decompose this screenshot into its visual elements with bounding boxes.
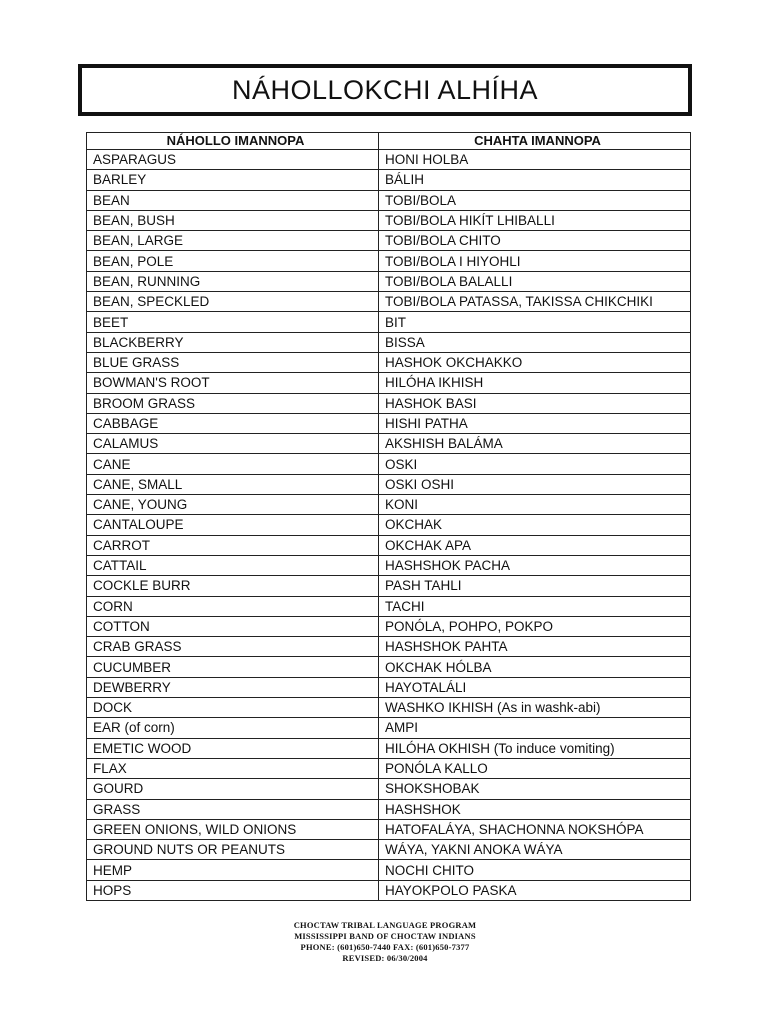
choctaw-term-cell: HAYOTALÁLI [379,677,691,697]
english-term-cell: EMETIC WOOD [87,738,379,758]
table-row [87,210,691,230]
english-term-cell: BEAN, LARGE [87,231,379,251]
english-term-cell: BEAN, RUNNING [87,271,379,291]
table-row [87,535,691,555]
choctaw-term-cell: TOBI/BOLA BALALLI [379,271,691,291]
table-row [87,819,691,839]
table-row [87,758,691,778]
table-row [87,515,691,535]
table-row [87,170,691,190]
table-row [87,231,691,251]
choctaw-term-cell: SHOKSHOBAK [379,779,691,799]
table-row [87,779,691,799]
english-term-cell: DOCK [87,698,379,718]
choctaw-term-cell: BISSA [379,332,691,352]
vocabulary-table [86,132,691,901]
table-row [87,576,691,596]
table-row [87,880,691,900]
table-row [87,860,691,880]
choctaw-term-cell: HATOFALÁYA, SHACHONNA NOKSHÓPA [379,819,691,839]
footer [0,920,770,964]
footer-revised: REVISED: 06/30/2004 [342,953,428,963]
english-term-cell: COCKLE BURR [87,576,379,596]
english-term-cell: COTTON [87,616,379,636]
choctaw-term-cell: HAYOKPOLO PASKA [379,880,691,900]
table-row [87,373,691,393]
choctaw-term-cell: KONI [379,495,691,515]
english-term-cell: CUCUMBER [87,657,379,677]
choctaw-term-cell: TOBI/BOLA HIKÍT LHIBALLI [379,210,691,230]
table-row [87,657,691,677]
english-term-cell: FLAX [87,758,379,778]
english-term-cell: CABBAGE [87,413,379,433]
table-row [87,271,691,291]
table-row [87,454,691,474]
choctaw-term-cell: TOBI/BOLA CHITO [379,231,691,251]
choctaw-term-cell: OSKI OSHI [379,474,691,494]
english-term-cell: BARLEY [87,170,379,190]
english-term-cell: BOWMAN'S ROOT [87,373,379,393]
page-title: NÁHOLLOKCHI ALHÍHA [231,74,539,105]
table-row [87,698,691,718]
choctaw-term-cell: WÁYA, YAKNI ANOKA WÁYA [379,840,691,860]
english-term-cell: BLACKBERRY [87,332,379,352]
english-term-cell: BEAN [87,190,379,210]
table-row [87,738,691,758]
choctaw-term-cell: HASHSHOK [379,799,691,819]
choctaw-term-cell: HILÓHA IKHISH [379,373,691,393]
choctaw-term-cell: HONI HOLBA [379,150,691,170]
english-term-cell: CORN [87,596,379,616]
choctaw-term-cell: HASHSHOK PAHTA [379,637,691,657]
english-term-cell: DEWBERRY [87,677,379,697]
choctaw-term-cell: BIT [379,312,691,332]
english-term-cell: CANE [87,454,379,474]
english-term-cell: BEAN, BUSH [87,210,379,230]
table-row [87,495,691,515]
table-row [87,434,691,454]
english-term-cell: CARROT [87,535,379,555]
table-row [87,312,691,332]
choctaw-term-cell: OKCHAK [379,515,691,535]
english-term-cell: CALAMUS [87,434,379,454]
choctaw-term-cell: TOBI/BOLA [379,190,691,210]
english-term-cell: GOURD [87,779,379,799]
choctaw-term-cell: AKSHISH BALÁMA [379,434,691,454]
english-term-cell: BEAN, POLE [87,251,379,271]
footer-contact: PHONE: (601)650-7440 FAX: (601)650-7377 [300,942,470,952]
title-box [78,64,692,116]
choctaw-term-cell: HISHI PATHA [379,413,691,433]
footer-program: CHOCTAW TRIBAL LANGUAGE PROGRAM [293,920,477,930]
english-term-cell: GROUND NUTS OR PEANUTS [87,840,379,860]
column-header-english: NÁHOLLO IMANNOPA [87,133,379,150]
table-row [87,190,691,210]
table-row [87,840,691,860]
column-header-choctaw: CHAHTA IMANNOPA [379,133,691,150]
choctaw-term-cell: WASHKO IKHISH (As in washk-abi) [379,698,691,718]
table-header-row [87,133,691,150]
english-term-cell: CANE, YOUNG [87,495,379,515]
english-term-cell: GRASS [87,799,379,819]
table-row [87,292,691,312]
choctaw-term-cell: OKCHAK HÓLBA [379,657,691,677]
footer-band: MISSISSIPPI BAND OF CHOCTAW INDIANS [294,931,476,941]
table-row [87,799,691,819]
choctaw-term-cell: TOBI/BOLA I HIYOHLI [379,251,691,271]
table-body [87,150,691,901]
table-row [87,251,691,271]
table-row [87,150,691,170]
choctaw-term-cell: HASHSHOK PACHA [379,555,691,575]
table-row [87,718,691,738]
english-term-cell: BLUE GRASS [87,352,379,372]
english-term-cell: CANTALOUPE [87,515,379,535]
table-row [87,677,691,697]
choctaw-term-cell: PONÓLA KALLO [379,758,691,778]
table-row [87,393,691,413]
table-row [87,616,691,636]
choctaw-term-cell: TACHI [379,596,691,616]
table-row [87,596,691,616]
english-term-cell: HEMP [87,860,379,880]
english-term-cell: CRAB GRASS [87,637,379,657]
choctaw-term-cell: HILÓHA OKHISH (To induce vomiting) [379,738,691,758]
table-row [87,332,691,352]
table-row [87,352,691,372]
choctaw-term-cell: HASHOK OKCHAKKO [379,352,691,372]
choctaw-term-cell: PONÓLA, POHPO, POKPO [379,616,691,636]
choctaw-term-cell: TOBI/BOLA PATASSA, TAKISSA CHIKCHIKI [379,292,691,312]
english-term-cell: ASPARAGUS [87,150,379,170]
english-term-cell: BEET [87,312,379,332]
choctaw-term-cell: OSKI [379,454,691,474]
english-term-cell: CANE, SMALL [87,474,379,494]
table-row [87,555,691,575]
choctaw-term-cell: NOCHI CHITO [379,860,691,880]
english-term-cell: BROOM GRASS [87,393,379,413]
english-term-cell: BEAN, SPECKLED [87,292,379,312]
choctaw-term-cell: AMPI [379,718,691,738]
english-term-cell: HOPS [87,880,379,900]
choctaw-term-cell: BÁLIH [379,170,691,190]
english-term-cell: CATTAIL [87,555,379,575]
english-term-cell: GREEN ONIONS, WILD ONIONS [87,819,379,839]
choctaw-term-cell: PASH TAHLI [379,576,691,596]
english-term-cell: EAR (of corn) [87,718,379,738]
choctaw-term-cell: HASHOK BASI [379,393,691,413]
choctaw-term-cell: OKCHAK APA [379,535,691,555]
table-row [87,637,691,657]
table-row [87,474,691,494]
table-row [87,413,691,433]
